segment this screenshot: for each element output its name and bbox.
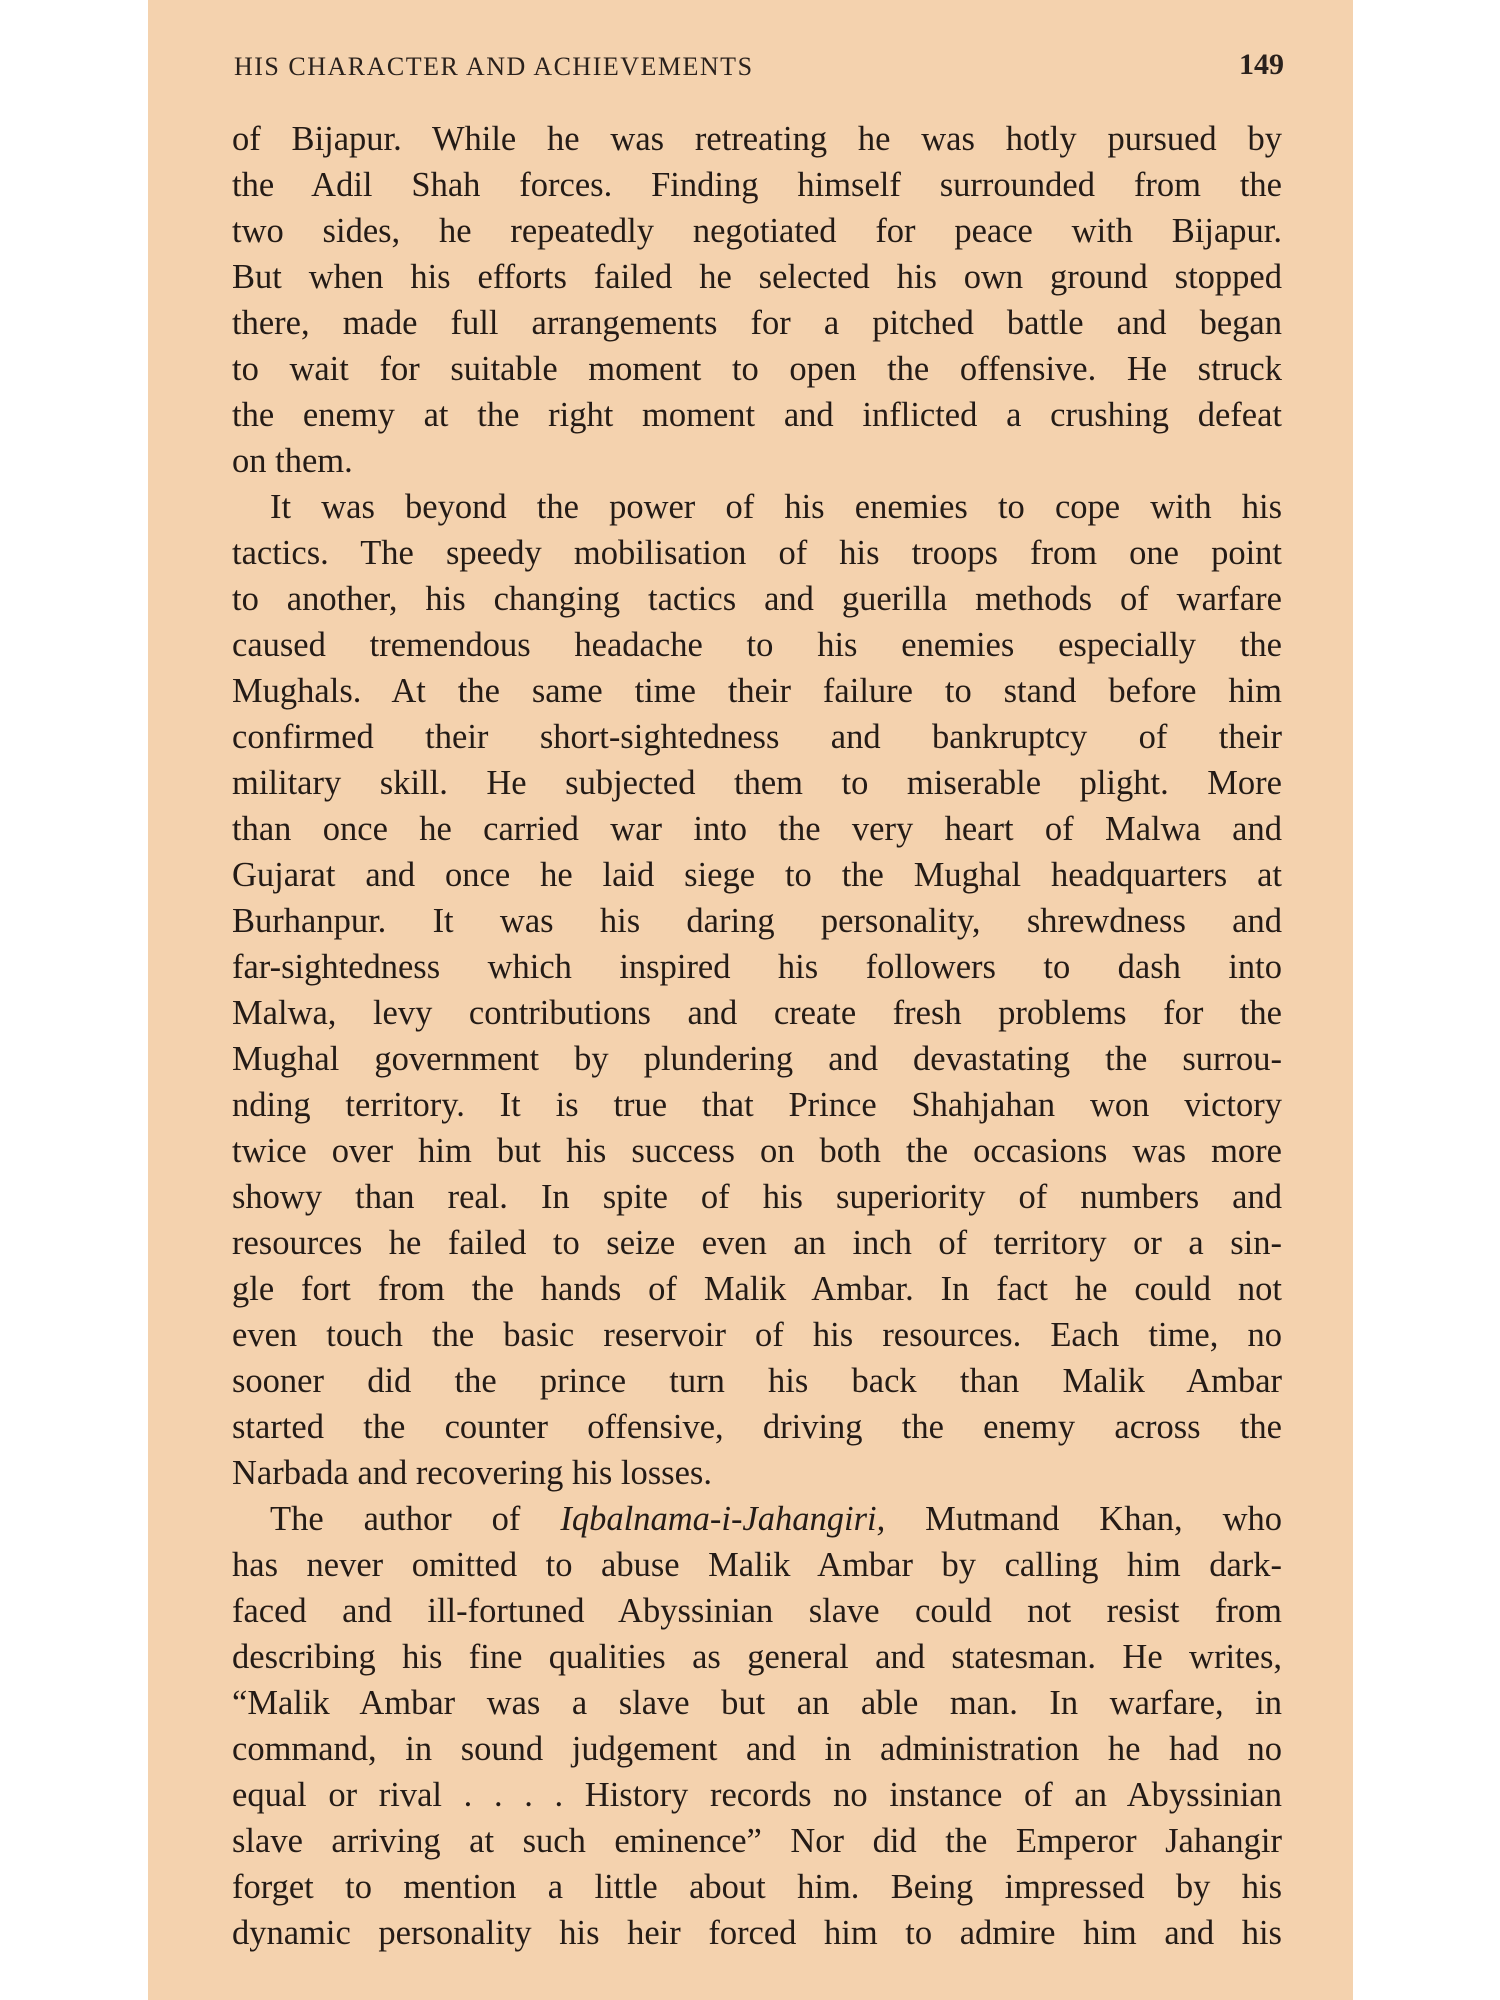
text-line: two sides, he repeatedly negotiated for peace with Bijapur.	[232, 212, 1282, 250]
text-line: to wait for suitable moment to open the offensive. He struck	[232, 350, 1282, 388]
text-line: Malwa, levy contributions and create fresh problems for the	[232, 994, 1282, 1032]
page-number: 149	[1239, 48, 1284, 81]
text-line: to another, his changing tactics and guerilla methods of warfare	[232, 580, 1282, 618]
text-line: command, in sound judgement and in administration he had no	[232, 1730, 1282, 1768]
text-line: describing his fine qualities as general and statesman. He writes,	[232, 1638, 1282, 1676]
text-line: Mughal government by plundering and devastating the surrou-	[232, 1040, 1282, 1078]
running-title: HIS CHARACTER AND ACHIEVEMENTS	[234, 52, 754, 81]
text-line-with-italic-title	[232, 1496, 1282, 1542]
text-line: Narbada and recovering his losses.	[232, 1454, 712, 1492]
paragraph-1	[232, 116, 1282, 484]
text-line: of Bijapur. While he was retreating he was hotly pursued by	[232, 120, 1282, 158]
text-line: twice over him but his success on both the occasions was more	[232, 1132, 1282, 1170]
text-line: forget to mention a little about him. Being impressed by his	[232, 1868, 1282, 1906]
text-line: equal or rival . . . . History records no instance of an Abyssinian	[232, 1776, 1282, 1814]
book-title-italic: Iqbalnama-i-Jahangiri,	[560, 1500, 886, 1538]
text-line: resources he failed to seize even an inch of territory or a sin-	[232, 1224, 1282, 1262]
text-line: But when his efforts failed he selected his own ground stopped	[232, 258, 1282, 296]
text-line: military skill. He subjected them to miserable plight. More	[232, 764, 1282, 802]
text-line: nding territory. It is true that Prince Shahjahan won victory	[232, 1086, 1282, 1124]
text-line: “Malik Ambar was a slave but an able man. In warfare, in	[232, 1684, 1282, 1722]
text-line: faced and ill-fortuned Abyssinian slave could not resist from	[232, 1592, 1282, 1630]
text-line: than once he carried war into the very heart of Malwa and	[232, 810, 1282, 848]
text-line: Mughals. At the same time their failure to stand before him	[232, 672, 1282, 710]
text-line: tactics. The speedy mobilisation of his troops from one point	[232, 534, 1282, 572]
text-line: slave arriving at such eminence” Nor did the Emperor Jahangir	[232, 1822, 1282, 1860]
text-line: there, made full arrangements for a pitched battle and began	[232, 304, 1282, 342]
text-line: caused tremendous headache to his enemies especially the	[232, 626, 1282, 664]
text-line: far-sightedness which inspired his followers to dash into	[232, 948, 1282, 986]
text-line: even touch the basic reservoir of his resources. Each time, no	[232, 1316, 1282, 1354]
text-line: Gujarat and once he laid siege to the Mughal headquarters at	[232, 856, 1282, 894]
text-line: Burhanpur. It was his daring personality, shrewdness and	[232, 902, 1282, 940]
text-line: the Adil Shah forces. Finding himself surrounded from the	[232, 166, 1282, 204]
page-body	[232, 116, 1282, 1956]
book-page	[148, 0, 1353, 2000]
text-line: sooner did the prince turn his back than Malik Ambar	[232, 1362, 1282, 1400]
text-line: It was beyond the power of his enemies to cope with his	[270, 488, 1282, 526]
text-line: dynamic personality his heir forced him to admire him and his	[232, 1914, 1282, 1952]
text-fragment: The author of	[270, 1500, 561, 1538]
text-line: showy than real. In spite of his superiority of numbers and	[232, 1178, 1282, 1216]
text-line: started the counter offensive, driving the enemy across the	[232, 1408, 1282, 1446]
text-line: on them.	[232, 442, 353, 480]
paragraph-3	[232, 1496, 1282, 1956]
text-line: the enemy at the right moment and inflicted a crushing defeat	[232, 396, 1282, 434]
text-line: gle fort from the hands of Malik Ambar. In fact he could not	[232, 1270, 1282, 1308]
text-line: confirmed their short-sightedness and bankruptcy of their	[232, 718, 1282, 756]
text-line: has never omitted to abuse Malik Ambar by calling him dark-	[232, 1546, 1282, 1584]
paragraph-2	[232, 484, 1282, 1496]
text-fragment: Mutmand Khan, who	[885, 1500, 1282, 1538]
running-header	[234, 48, 1284, 88]
